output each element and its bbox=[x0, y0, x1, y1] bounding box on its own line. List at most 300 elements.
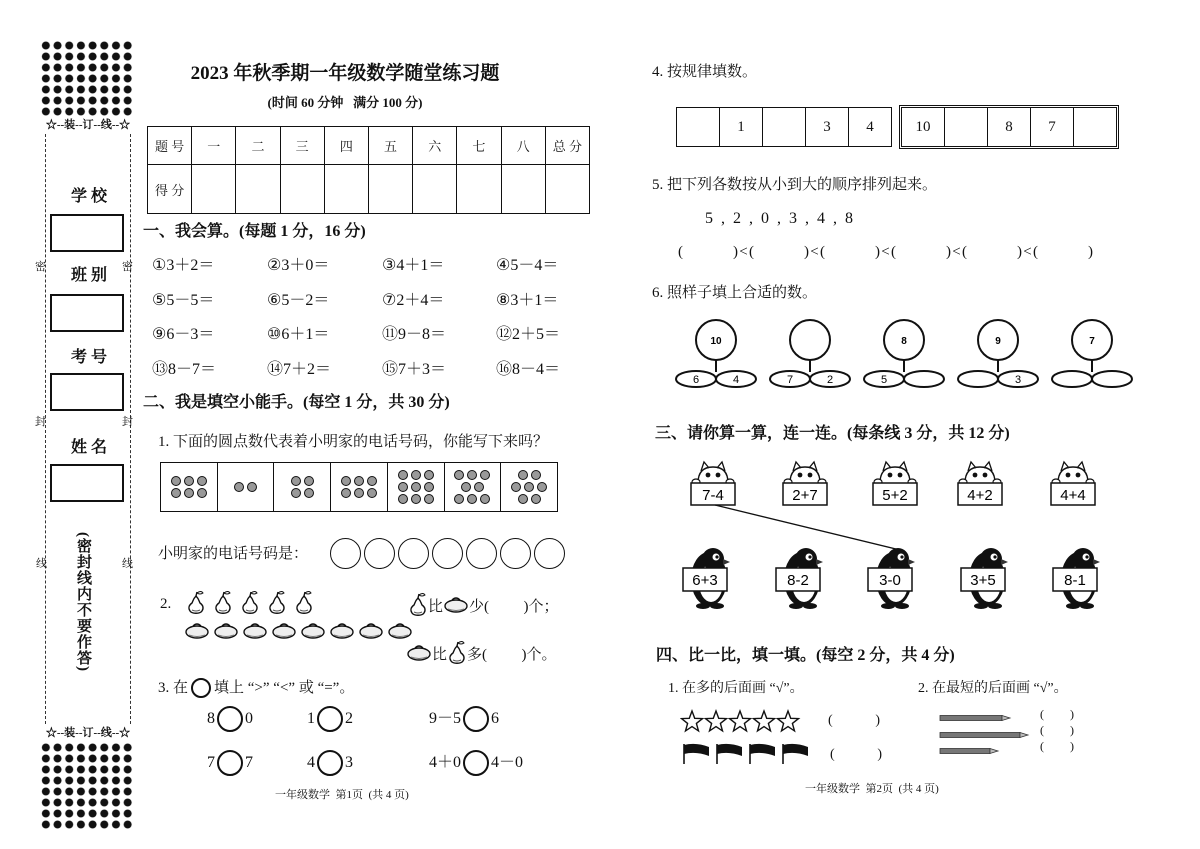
score-table-section-header: 二 bbox=[236, 127, 280, 165]
compare-word: 比 bbox=[428, 598, 444, 615]
compare-right: 2 bbox=[345, 710, 353, 727]
question-5-prompt: 5. 把下列各数按从小到大的顺序排列起来。 bbox=[652, 177, 938, 193]
sequence-cell: 3 bbox=[806, 108, 849, 146]
penguin-expression-card bbox=[868, 548, 915, 609]
score-table-header-row bbox=[148, 127, 590, 165]
score-table-score-blank bbox=[236, 165, 280, 214]
compare-circle bbox=[317, 750, 343, 776]
phone-digit-circle bbox=[534, 538, 565, 569]
sequence-cell: 8 bbox=[988, 108, 1031, 146]
star-icon bbox=[730, 711, 751, 731]
compare-left: 7 bbox=[207, 754, 215, 771]
calc-problem: ⑥5－2＝ bbox=[267, 291, 330, 309]
animal-eye bbox=[808, 473, 813, 478]
number-tree bbox=[1052, 320, 1132, 387]
penguin-eye bbox=[808, 555, 811, 558]
dot-row bbox=[398, 470, 434, 480]
dot-row bbox=[291, 488, 314, 498]
calculation-problems bbox=[152, 256, 610, 394]
pencil-body bbox=[940, 716, 1002, 721]
round-fruit-icon bbox=[213, 621, 239, 639]
dot bbox=[398, 470, 408, 480]
compare-line-less bbox=[408, 592, 559, 621]
dot-row bbox=[518, 494, 541, 504]
tree-right-number: 3 bbox=[1014, 374, 1022, 386]
penguin-foot bbox=[803, 603, 817, 609]
score-table-header-label: 题 号 bbox=[148, 127, 192, 165]
question-4-prompt: 4. 按规律填数。 bbox=[652, 64, 758, 80]
compare-left: 9－5 bbox=[429, 710, 462, 727]
compare-problem bbox=[429, 706, 579, 732]
dot bbox=[171, 488, 181, 498]
score-table-score-blank bbox=[280, 165, 324, 214]
tree-left-leaf bbox=[958, 371, 998, 387]
animal-eye bbox=[898, 473, 903, 478]
compare-right: 6 bbox=[491, 710, 500, 727]
dot bbox=[454, 494, 464, 504]
dot-count-box bbox=[218, 463, 275, 511]
pear-icon bbox=[447, 640, 467, 664]
sequence-cell: 10 bbox=[902, 108, 945, 146]
compare-left: 8 bbox=[207, 710, 215, 727]
seal-mark-left: 封 bbox=[35, 416, 46, 428]
expression-text: 4+4 bbox=[1060, 487, 1086, 504]
dot-row bbox=[511, 482, 547, 492]
dot-row bbox=[518, 470, 541, 480]
penguin-head bbox=[795, 548, 817, 570]
dot bbox=[367, 488, 377, 498]
dot-row bbox=[454, 470, 490, 480]
order-blank: ( ) bbox=[820, 244, 880, 260]
animal-eye bbox=[1066, 473, 1071, 478]
question-3-prompt-start: 3. 在 bbox=[158, 680, 189, 696]
animal-head bbox=[965, 467, 995, 483]
compare-line-more bbox=[406, 640, 557, 669]
phone-digit-circle bbox=[432, 538, 463, 569]
dot bbox=[341, 488, 351, 498]
binding-line-label-bottom: ☆--装--订--线--☆ bbox=[45, 727, 131, 739]
matching-exercise bbox=[650, 455, 1190, 615]
dot bbox=[518, 494, 528, 504]
round-fruit-icon bbox=[358, 621, 384, 639]
star-icon bbox=[778, 711, 799, 731]
penguin-foot bbox=[710, 603, 724, 609]
question-6-prompt: 6. 照样子填上合适的数。 bbox=[652, 285, 818, 301]
dot bbox=[467, 494, 477, 504]
expression-text: 3+5 bbox=[970, 572, 996, 589]
score-table-section-header: 六 bbox=[413, 127, 457, 165]
star-icon bbox=[754, 711, 775, 731]
dot bbox=[467, 470, 477, 480]
penguin-expression-card bbox=[1053, 548, 1100, 609]
dot bbox=[234, 482, 244, 492]
penguin-head bbox=[887, 548, 909, 570]
score-table-section-header: 五 bbox=[368, 127, 412, 165]
pear-icon bbox=[213, 590, 233, 614]
pear-icon bbox=[294, 590, 314, 614]
dot-row bbox=[171, 476, 207, 486]
compare-problem bbox=[207, 706, 307, 732]
star-icon bbox=[682, 711, 703, 731]
dot bbox=[171, 476, 181, 486]
pencil-body bbox=[940, 749, 990, 754]
penguin-beak bbox=[1093, 559, 1100, 565]
compare-circle bbox=[217, 706, 243, 732]
phone-dot-boxes bbox=[160, 462, 558, 512]
animal-head bbox=[698, 467, 728, 483]
penguin-eye bbox=[1085, 555, 1088, 558]
compare-circle bbox=[317, 706, 343, 732]
round-fruit-icon bbox=[387, 621, 413, 639]
penguin-eye bbox=[900, 555, 903, 558]
calc-problem: ⑬8－7＝ bbox=[152, 360, 217, 378]
number-tree bbox=[958, 320, 1038, 387]
dot-row bbox=[234, 482, 257, 492]
score-table-section-header: 七 bbox=[457, 127, 501, 165]
flag-icon bbox=[684, 744, 709, 756]
score-table-body bbox=[148, 127, 590, 214]
calc-problem: ⑤5－5＝ bbox=[152, 291, 215, 309]
circle-icon bbox=[191, 678, 211, 698]
compare-right: 7 bbox=[245, 754, 253, 771]
round-fruit-icon bbox=[271, 621, 297, 639]
round-fruit-icon bbox=[184, 621, 210, 639]
score-table-score-blank bbox=[545, 165, 589, 214]
pencil-answer-blanks bbox=[1040, 706, 1074, 754]
exam-number-field bbox=[50, 373, 124, 411]
seal-mark-left: 线 bbox=[36, 558, 47, 570]
name-label: 姓 名 bbox=[70, 439, 107, 456]
number-tree bbox=[676, 320, 756, 387]
animal-expression-card bbox=[783, 462, 827, 505]
flag-icon bbox=[717, 744, 742, 756]
dot bbox=[424, 494, 434, 504]
penguin-foot bbox=[881, 603, 895, 609]
animal-eye bbox=[888, 473, 893, 478]
score-table-score-blank bbox=[192, 165, 236, 214]
sequence-cell bbox=[945, 108, 988, 146]
dot bbox=[411, 470, 421, 480]
dot bbox=[474, 482, 484, 492]
question-2-number: 2. bbox=[160, 596, 172, 612]
question-1-prompt: 1. 下面的圆点数代表着小明家的电话号码，你能写下来吗？ bbox=[158, 434, 549, 450]
order-blank: ( ) bbox=[749, 244, 809, 260]
dot-count-box bbox=[331, 463, 388, 511]
pear-icon bbox=[267, 590, 287, 614]
phone-digit-circle bbox=[500, 538, 531, 569]
score-table-score-blank bbox=[368, 165, 412, 214]
pencil-answer-blank: ( ) bbox=[1040, 739, 1074, 753]
round-fruit-icon bbox=[242, 621, 268, 639]
calc-problem: ⑪9－8＝ bbox=[382, 326, 447, 343]
penguin-eye bbox=[715, 555, 718, 558]
dot bbox=[354, 488, 364, 498]
penguin-expression-card bbox=[683, 548, 730, 609]
animal-eye bbox=[798, 473, 803, 478]
penguin-foot bbox=[1066, 603, 1080, 609]
section-3-heading: 三、请你算一算，连一连。(每条线 3 分，共 12 分) bbox=[655, 425, 1010, 442]
pear-icon bbox=[408, 592, 428, 616]
penguin-foot bbox=[988, 603, 1002, 609]
sequence-cell: 1 bbox=[720, 108, 763, 146]
flag-row bbox=[682, 742, 822, 766]
compare-circle bbox=[217, 750, 243, 776]
penguin-foot bbox=[789, 603, 803, 609]
pencil-tip bbox=[1002, 716, 1010, 721]
dot bbox=[480, 494, 490, 504]
penguin-expression-card bbox=[961, 548, 1008, 609]
score-table bbox=[147, 126, 590, 214]
tree-top-number: 7 bbox=[1089, 336, 1095, 347]
animal-expression-card bbox=[958, 462, 1002, 505]
order-answer-blanks bbox=[678, 243, 1093, 261]
penguin-foot bbox=[974, 603, 988, 609]
pear-leaf bbox=[458, 642, 464, 645]
dot bbox=[454, 470, 464, 480]
calc-problem: ⑭7＋2＝ bbox=[267, 360, 332, 378]
section-4-question-1: 1. 在多的后面画 “√”。 bbox=[668, 681, 804, 696]
compare-problem bbox=[429, 750, 579, 776]
pear-leaf bbox=[251, 592, 257, 595]
pear-leaf bbox=[224, 592, 230, 595]
name-field bbox=[50, 464, 124, 502]
pear-icon-slot bbox=[408, 592, 428, 621]
pear-row bbox=[186, 590, 314, 614]
exam-title: 2023 年秋季期一年级数学随堂练习题 bbox=[190, 63, 500, 84]
exam-number-label: 考 号 bbox=[70, 349, 107, 366]
tree-top-number: 10 bbox=[710, 336, 722, 347]
star-icon bbox=[706, 711, 727, 731]
compare-right: 4－0 bbox=[491, 754, 524, 771]
flag-icon bbox=[750, 744, 775, 756]
less-than-sign: < bbox=[739, 244, 748, 260]
dot-count-box bbox=[501, 463, 557, 511]
score-table-section-header: 八 bbox=[501, 127, 545, 165]
calc-problem: ②3＋0＝ bbox=[267, 257, 330, 274]
expression-text: 8-1 bbox=[1064, 572, 1086, 589]
dot bbox=[184, 488, 194, 498]
dot bbox=[411, 482, 421, 492]
compare-problem bbox=[307, 750, 429, 776]
penguin-beak bbox=[908, 559, 915, 565]
tree-left-leaf bbox=[1052, 371, 1092, 387]
penguin-eye bbox=[993, 555, 996, 558]
calc-problem: ⑮7＋3＝ bbox=[382, 360, 447, 378]
sequence-cell bbox=[1074, 108, 1116, 146]
dot-row bbox=[341, 476, 377, 486]
animal-eye bbox=[1076, 473, 1081, 478]
dot-row bbox=[171, 488, 207, 498]
dot bbox=[531, 494, 541, 504]
tree-right-leaf bbox=[904, 371, 944, 387]
penguin-beak bbox=[816, 559, 823, 565]
dot bbox=[197, 476, 207, 486]
seal-mark-left: 密 bbox=[35, 261, 46, 273]
dot bbox=[537, 482, 547, 492]
animal-head bbox=[1058, 467, 1088, 483]
pear-leaf bbox=[197, 592, 203, 595]
penguin-expression-card bbox=[776, 548, 823, 609]
section-4-question-2: 2. 在最短的后面画 “√”。 bbox=[918, 681, 1068, 696]
tree-top-number: 8 bbox=[901, 336, 907, 347]
dot bbox=[291, 476, 301, 486]
flags-answer-blank: ( ) bbox=[830, 747, 882, 762]
dot-row bbox=[398, 482, 434, 492]
dot-count-box bbox=[388, 463, 445, 511]
dot bbox=[511, 482, 521, 492]
exam-subtitle: (时间 60 分钟 满分 100 分) bbox=[267, 95, 423, 110]
pear-leaf bbox=[419, 594, 425, 597]
dot-count-box bbox=[445, 463, 502, 511]
binding-dot-pattern-top bbox=[40, 40, 134, 117]
do-not-answer-notice: (密封线内不要作答) bbox=[75, 532, 91, 672]
round-fruit-icon bbox=[329, 621, 355, 639]
dot bbox=[424, 470, 434, 480]
calc-problem: ④5－4＝ bbox=[496, 257, 559, 274]
penguin-head bbox=[702, 548, 724, 570]
pencil-body bbox=[940, 733, 1020, 738]
less-than-sign: < bbox=[1023, 244, 1032, 260]
dot bbox=[291, 488, 301, 498]
round-fruit-icon bbox=[443, 595, 469, 613]
dot bbox=[398, 494, 408, 504]
calc-problem: ⑦2＋4＝ bbox=[382, 291, 445, 309]
dot bbox=[424, 482, 434, 492]
less-than-sign: < bbox=[881, 244, 890, 260]
phone-digit-circle bbox=[466, 538, 497, 569]
penguin-head bbox=[1072, 548, 1094, 570]
expression-text: 3-0 bbox=[879, 572, 901, 589]
phone-digit-circle bbox=[398, 538, 429, 569]
round-fruit-icon bbox=[300, 621, 326, 639]
numbers-to-order: 5 , 2 , 0 , 3 , 4 , 8 bbox=[705, 210, 853, 227]
compare-right: 3 bbox=[345, 754, 353, 771]
dot-row bbox=[398, 494, 434, 504]
tree-top-circle bbox=[790, 320, 830, 360]
dot bbox=[367, 476, 377, 486]
dot-count-box bbox=[161, 463, 218, 511]
less-blank-text: 少( )个； bbox=[469, 598, 559, 615]
star-row bbox=[680, 708, 805, 736]
section-1-heading: 一、我会算。(每题 1 分，16 分) bbox=[143, 223, 366, 240]
pear-leaf bbox=[305, 592, 311, 595]
compare-left: 4＋0 bbox=[429, 754, 462, 771]
school-field bbox=[50, 214, 124, 252]
sequence-cell: 7 bbox=[1031, 108, 1074, 146]
animal-expression-card bbox=[873, 462, 917, 505]
animal-head bbox=[880, 467, 910, 483]
order-blank: ( ) bbox=[1033, 244, 1093, 260]
penguin-beak bbox=[723, 559, 730, 565]
animal-expression-card bbox=[691, 462, 735, 505]
pencil-tip bbox=[1020, 733, 1028, 738]
pencil-tip bbox=[990, 749, 998, 754]
flag-icon bbox=[783, 744, 808, 756]
dot bbox=[184, 476, 194, 486]
compare-left: 1 bbox=[307, 710, 315, 727]
less-than-sign: < bbox=[952, 244, 961, 260]
dot bbox=[304, 488, 314, 498]
score-table-section-header: 三 bbox=[280, 127, 324, 165]
compare-left: 4 bbox=[307, 754, 315, 771]
dot bbox=[411, 494, 421, 504]
number-tree bbox=[770, 320, 850, 387]
compare-right: 0 bbox=[245, 710, 253, 727]
expression-text: 7-4 bbox=[702, 487, 724, 504]
dot bbox=[197, 488, 207, 498]
tree-right-leaf bbox=[1092, 371, 1132, 387]
dot bbox=[247, 482, 257, 492]
sequence-group-1 bbox=[676, 107, 892, 147]
animal-head bbox=[790, 467, 820, 483]
sequence-cell: 4 bbox=[866, 118, 874, 135]
calc-problem: ⑫2＋5＝ bbox=[496, 326, 561, 343]
pear-leaf bbox=[278, 592, 284, 595]
pencil-group bbox=[938, 708, 1038, 760]
order-blank: ( ) bbox=[678, 244, 738, 260]
pear-icon-slot bbox=[447, 640, 467, 669]
class-label: 班 别 bbox=[70, 267, 107, 284]
less-than-sign: < bbox=[810, 244, 819, 260]
order-blank: ( ) bbox=[962, 244, 1022, 260]
animal-eye bbox=[716, 473, 721, 478]
section-4-heading: 四、比一比，填一填。(每空 2 分，共 4 分) bbox=[656, 647, 955, 664]
example-match-line bbox=[715, 505, 904, 551]
binding-line-label-top: ☆--装--订--线--☆ bbox=[45, 119, 131, 131]
seal-mark-right: 封 bbox=[122, 416, 133, 428]
dot bbox=[518, 470, 528, 480]
calc-problem: ③4＋1＝ bbox=[382, 257, 445, 274]
expression-text: 6+3 bbox=[692, 572, 718, 589]
dot bbox=[354, 476, 364, 486]
animal-eye bbox=[973, 473, 978, 478]
dot bbox=[304, 476, 314, 486]
calc-problem: ①3＋2＝ bbox=[152, 257, 215, 274]
number-tree bbox=[864, 320, 944, 387]
more-blank-text: 多( )个。 bbox=[467, 646, 557, 663]
penguin-foot bbox=[1080, 603, 1094, 609]
score-table-section-header: 一 bbox=[192, 127, 236, 165]
dot bbox=[461, 482, 471, 492]
expression-text: 5+2 bbox=[882, 487, 908, 504]
score-table-section-header: 总 分 bbox=[545, 127, 589, 165]
seal-mark-right: 线 bbox=[122, 558, 133, 570]
round-fruit-icon-slot bbox=[443, 595, 469, 618]
seal-mark-right: 密 bbox=[122, 261, 133, 273]
compare-problem bbox=[207, 750, 307, 776]
dot bbox=[341, 476, 351, 486]
sequence-cell bbox=[763, 108, 806, 146]
dot bbox=[398, 482, 408, 492]
dot-row bbox=[461, 482, 484, 492]
number-trees bbox=[660, 317, 1140, 393]
compare-word: 比 bbox=[432, 646, 448, 663]
animal-eye bbox=[983, 473, 988, 478]
calc-problem: ⑩6＋1＝ bbox=[267, 326, 330, 343]
round-fruit-icon-slot bbox=[406, 643, 432, 666]
dot-row bbox=[291, 476, 314, 486]
dot-row bbox=[454, 494, 490, 504]
penguin-head bbox=[980, 548, 1002, 570]
phone-number-label: 小明家的电话号码是： bbox=[158, 546, 309, 562]
calc-problem: ⑨6－3＝ bbox=[152, 326, 215, 343]
school-label: 学 校 bbox=[70, 188, 107, 205]
round-fruit-icon bbox=[406, 643, 432, 661]
binding-dot-pattern-bottom bbox=[40, 742, 134, 830]
compare-circle bbox=[463, 750, 489, 776]
score-table-score-row bbox=[148, 165, 590, 214]
tree-left-number: 6 bbox=[692, 374, 700, 386]
